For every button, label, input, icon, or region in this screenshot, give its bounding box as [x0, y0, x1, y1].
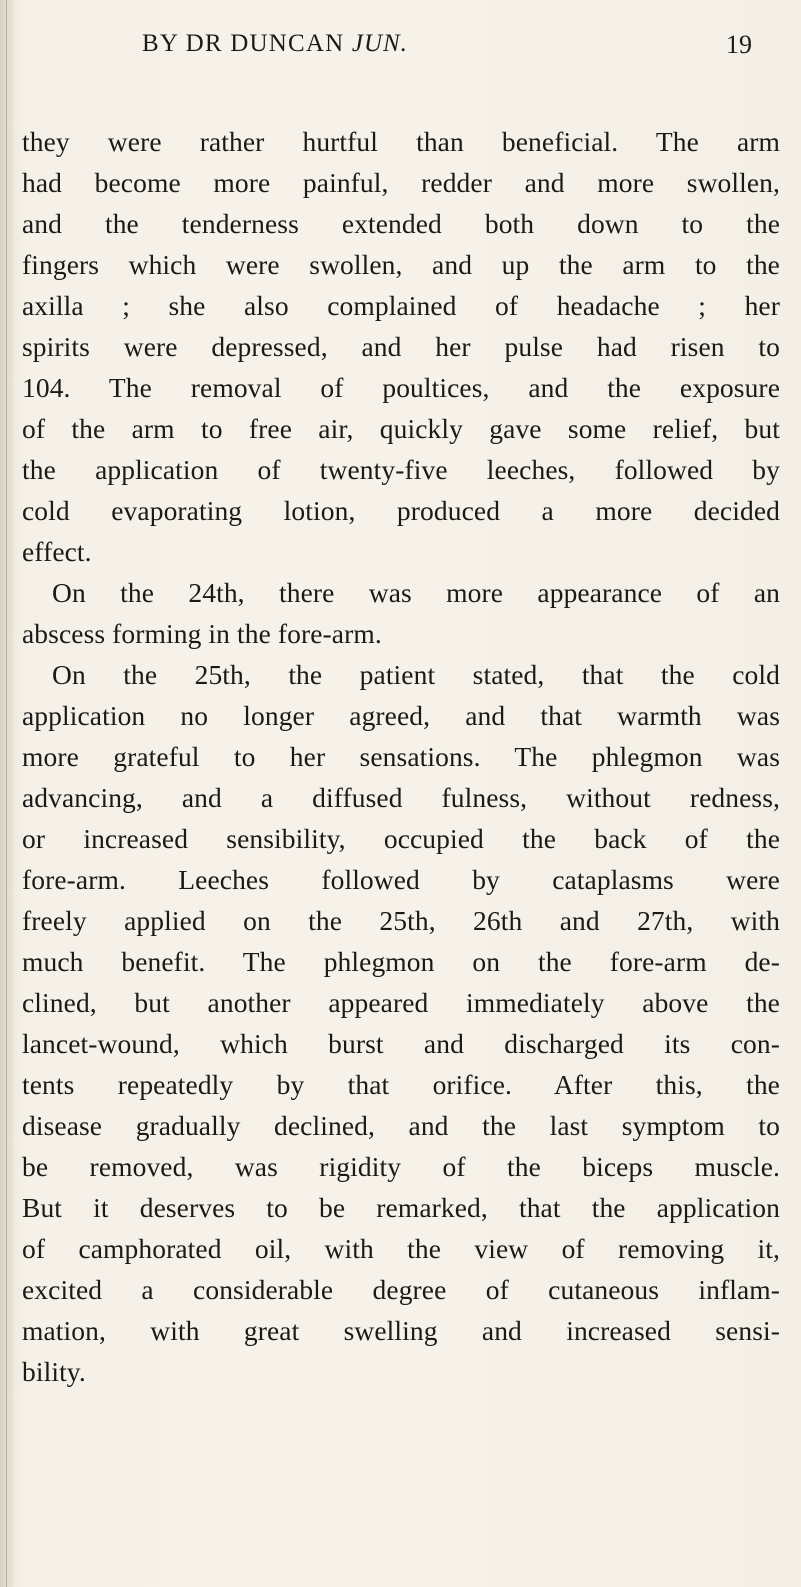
text-line: axilla ; she also complained of headache ; her: [22, 290, 780, 321]
text-line: of camphorated oil, with the view of removing it,: [22, 1233, 780, 1264]
text-line: more grateful to her sensations. The phlegmon was: [22, 741, 780, 772]
text-line: excited a considerable degree of cutaneous inflam-: [22, 1274, 780, 1305]
text-line: or increased sensibility, occupied the back of the: [22, 823, 780, 854]
running-head: [142, 30, 762, 64]
page-binding-edge: [0, 0, 14, 1587]
text-line: tents repeatedly by that orifice. After this, the: [22, 1069, 780, 1100]
text-line: clined, but another appeared immediately above the: [22, 987, 780, 1018]
running-head-title-suffix: JUN.: [351, 30, 408, 57]
text-line: be removed, was rigidity of the biceps muscle.: [22, 1151, 780, 1182]
text-line: of the arm to free air, quickly gave some relief, but: [22, 413, 780, 444]
text-line: advancing, and a diffused fulness, without redness,: [22, 782, 780, 813]
text-line: the application of twenty-five leeches, followed by: [22, 454, 780, 485]
running-head-title: [142, 30, 408, 58]
text-line: On the 25th, the patient stated, that the cold: [52, 659, 780, 690]
text-line: application no longer agreed, and that warmth was: [22, 700, 780, 731]
text-line: they were rather hurtful than beneficial. The arm: [22, 126, 780, 157]
text-line: freely applied on the 25th, 26th and 27th, with: [22, 905, 780, 936]
text-line: lancet-wound, which burst and discharged its con-: [22, 1028, 780, 1059]
text-line: fore-arm. Leeches followed by cataplasms were: [22, 864, 780, 895]
text-line: and the tenderness extended both down to the: [22, 208, 780, 239]
text-line: disease gradually declined, and the last symptom to: [22, 1110, 780, 1141]
text-line: On the 24th, there was more appearance of an: [52, 577, 780, 608]
text-line: had become more painful, redder and more swollen,: [22, 167, 780, 198]
text-line: fingers which were swollen, and up the arm to the: [22, 249, 780, 280]
text-line: effect.: [22, 536, 92, 567]
text-line: But it deserves to be remarked, that the application: [22, 1192, 780, 1223]
text-line: cold evaporating lotion, produced a more decided: [22, 495, 780, 526]
text-line: 104. The removal of poultices, and the exposure: [22, 372, 780, 403]
text-line: much benefit. The phlegmon on the fore-arm de-: [22, 946, 780, 977]
text-line: bility.: [22, 1356, 86, 1387]
text-line: mation, with great swelling and increased sensi-: [22, 1315, 780, 1346]
gutter-shadow-line: [6, 0, 7, 1587]
text-line: spirits were depressed, and her pulse had risen to: [22, 331, 780, 362]
text-line: abscess forming in the fore-arm.: [22, 618, 382, 649]
page-number: 19: [726, 30, 752, 59]
running-head-title-text: BY DR DUNCAN: [142, 30, 345, 57]
